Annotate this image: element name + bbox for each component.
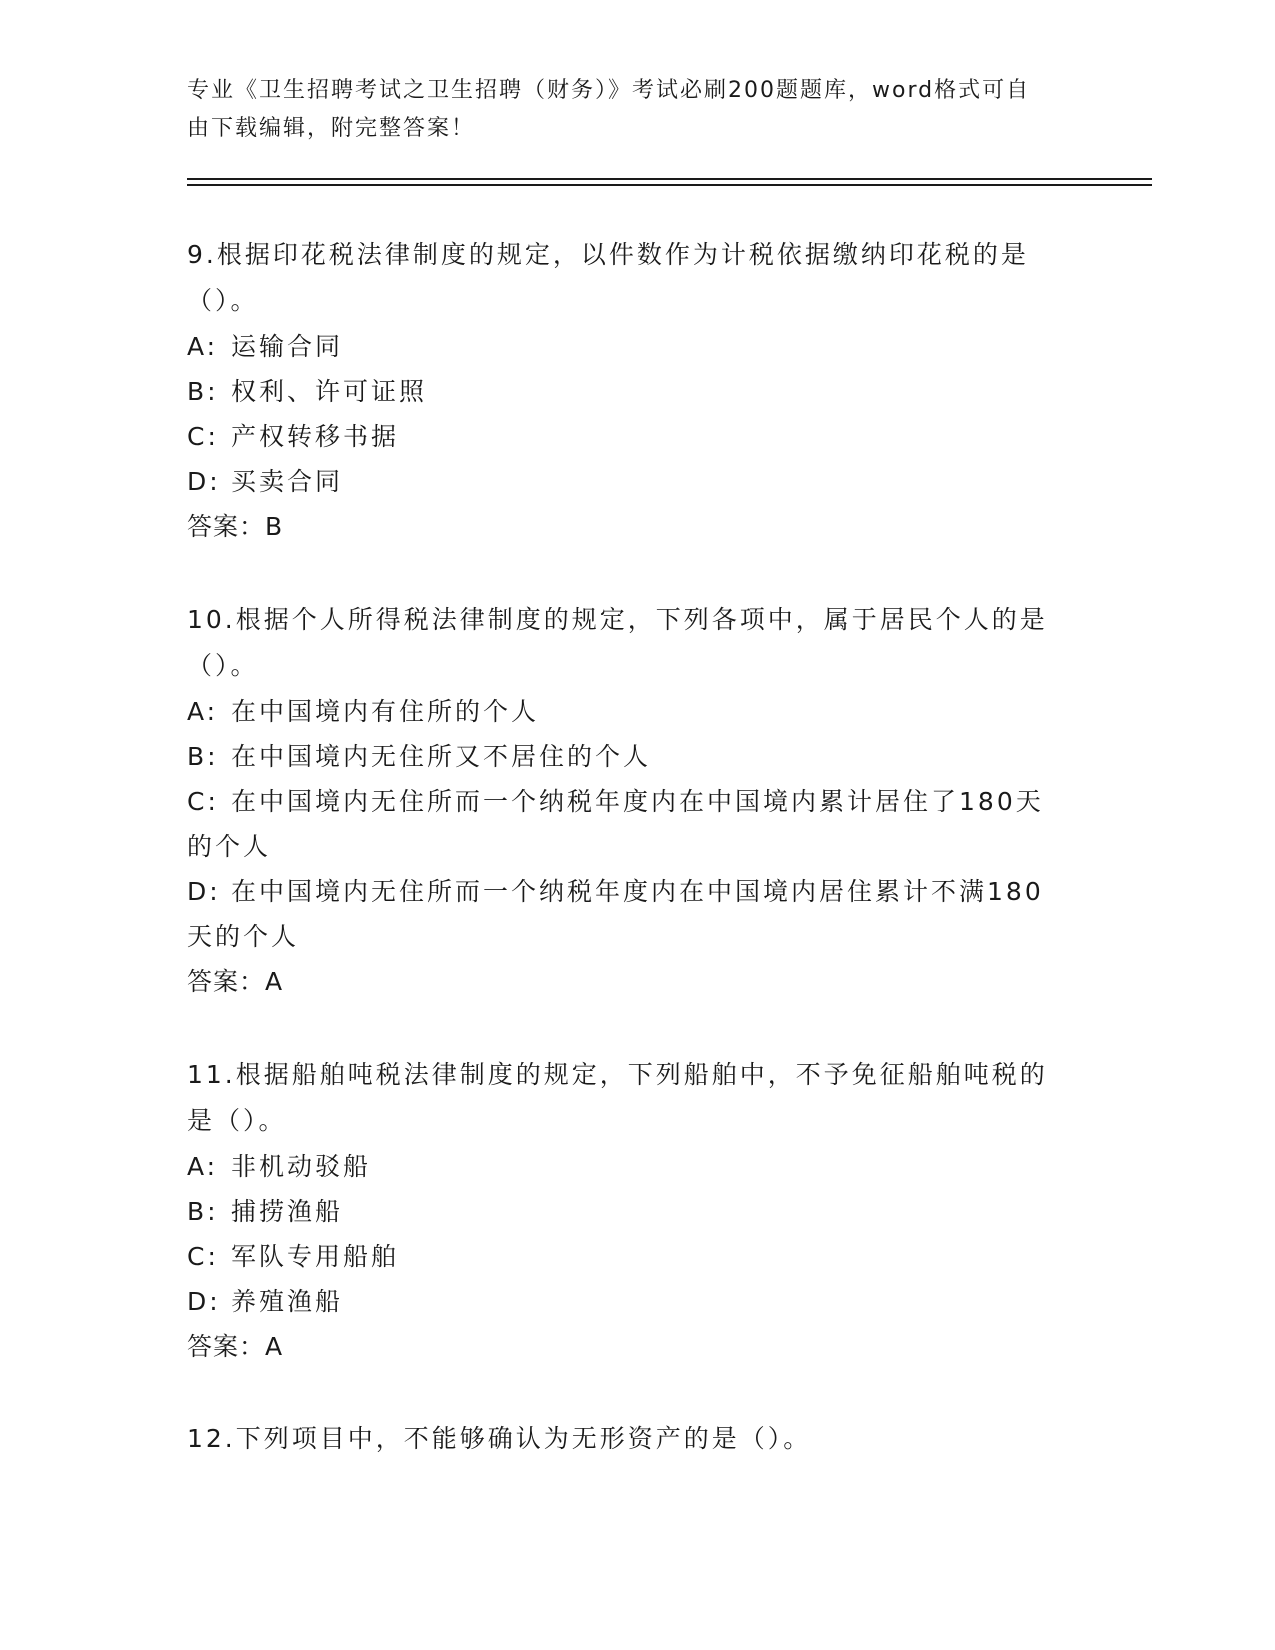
- option-key: D:: [187, 877, 221, 906]
- question-12: [187, 1416, 1087, 1462]
- question-stem: 9.根据印花税法律制度的规定，以件数作为计税依据缴纳印花税的是: [187, 240, 1029, 269]
- option-text: 在中国境内无住所而一个纳税年度内在中国境内居住累计不满180: [231, 877, 1044, 906]
- option-key: B:: [187, 1197, 219, 1226]
- option-d: [187, 459, 1087, 504]
- answer: 答案：A: [187, 1332, 284, 1361]
- question-stem: 11.根据船舶吨税法律制度的规定，下列船舶中，不予免征船舶吨税的: [187, 1060, 1048, 1089]
- answer: 答案：A: [187, 967, 284, 996]
- option-key: D:: [187, 1287, 221, 1316]
- option-key: C:: [187, 787, 219, 816]
- header-divider-bottom: [187, 184, 1152, 186]
- question-11: [187, 1052, 1087, 1370]
- option-key: C:: [187, 422, 219, 451]
- option-c: [187, 414, 1087, 459]
- option-key: B:: [187, 377, 219, 406]
- option-key: B:: [187, 742, 219, 771]
- option-c: [187, 779, 1087, 824]
- option-a: [187, 1144, 1087, 1189]
- option-key: A:: [187, 697, 219, 726]
- question-10: [187, 597, 1087, 1005]
- option-text: 军队专用船舶: [231, 1242, 400, 1271]
- question-stem: 10.根据个人所得税法律制度的规定，下列各项中，属于居民个人的是: [187, 605, 1048, 634]
- answer: 答案：B: [187, 512, 284, 541]
- header-divider-top: [187, 178, 1152, 180]
- option-key: D:: [187, 467, 221, 496]
- option-b: [187, 1189, 1087, 1234]
- header-line-2: 由下载编辑，附完整答案！: [187, 116, 476, 141]
- option-text: 在中国境内有住所的个人: [231, 697, 540, 726]
- question-stem-continued: （）。: [187, 651, 259, 680]
- option-text: 运输合同: [231, 332, 344, 361]
- option-key: A:: [187, 332, 219, 361]
- option-text: 权利、许可证照: [231, 377, 428, 406]
- option-c: [187, 1234, 1087, 1279]
- option-b: [187, 369, 1087, 414]
- header-line-1: 专业《卫生招聘考试之卫生招聘（财务）》考试必刷200题题库，word格式可自: [187, 78, 1031, 103]
- option-c-continued: 的个人: [187, 832, 272, 861]
- question-9: [187, 232, 1087, 550]
- option-text: 捕捞渔船: [231, 1197, 344, 1226]
- option-a: [187, 689, 1087, 734]
- option-a: [187, 324, 1087, 369]
- option-d: [187, 869, 1087, 914]
- option-text: 在中国境内无住所又不居住的个人: [231, 742, 652, 771]
- question-stem-continued: 是（）。: [187, 1106, 287, 1135]
- option-text: 非机动驳船: [231, 1152, 372, 1181]
- option-text: 养殖渔船: [231, 1287, 344, 1316]
- question-stem: 12.下列项目中，不能够确认为无形资产的是（）。: [187, 1424, 812, 1453]
- option-text: 在中国境内无住所而一个纳税年度内在中国境内累计居住了180天: [231, 787, 1044, 816]
- option-d: [187, 1279, 1087, 1324]
- option-key: C:: [187, 1242, 219, 1271]
- option-text: 买卖合同: [231, 467, 344, 496]
- option-text: 产权转移书据: [231, 422, 400, 451]
- question-stem-continued: （）。: [187, 286, 259, 315]
- option-key: A:: [187, 1152, 219, 1181]
- option-d-continued: 天的个人: [187, 922, 300, 951]
- option-b: [187, 734, 1087, 779]
- document-header: [187, 72, 1067, 148]
